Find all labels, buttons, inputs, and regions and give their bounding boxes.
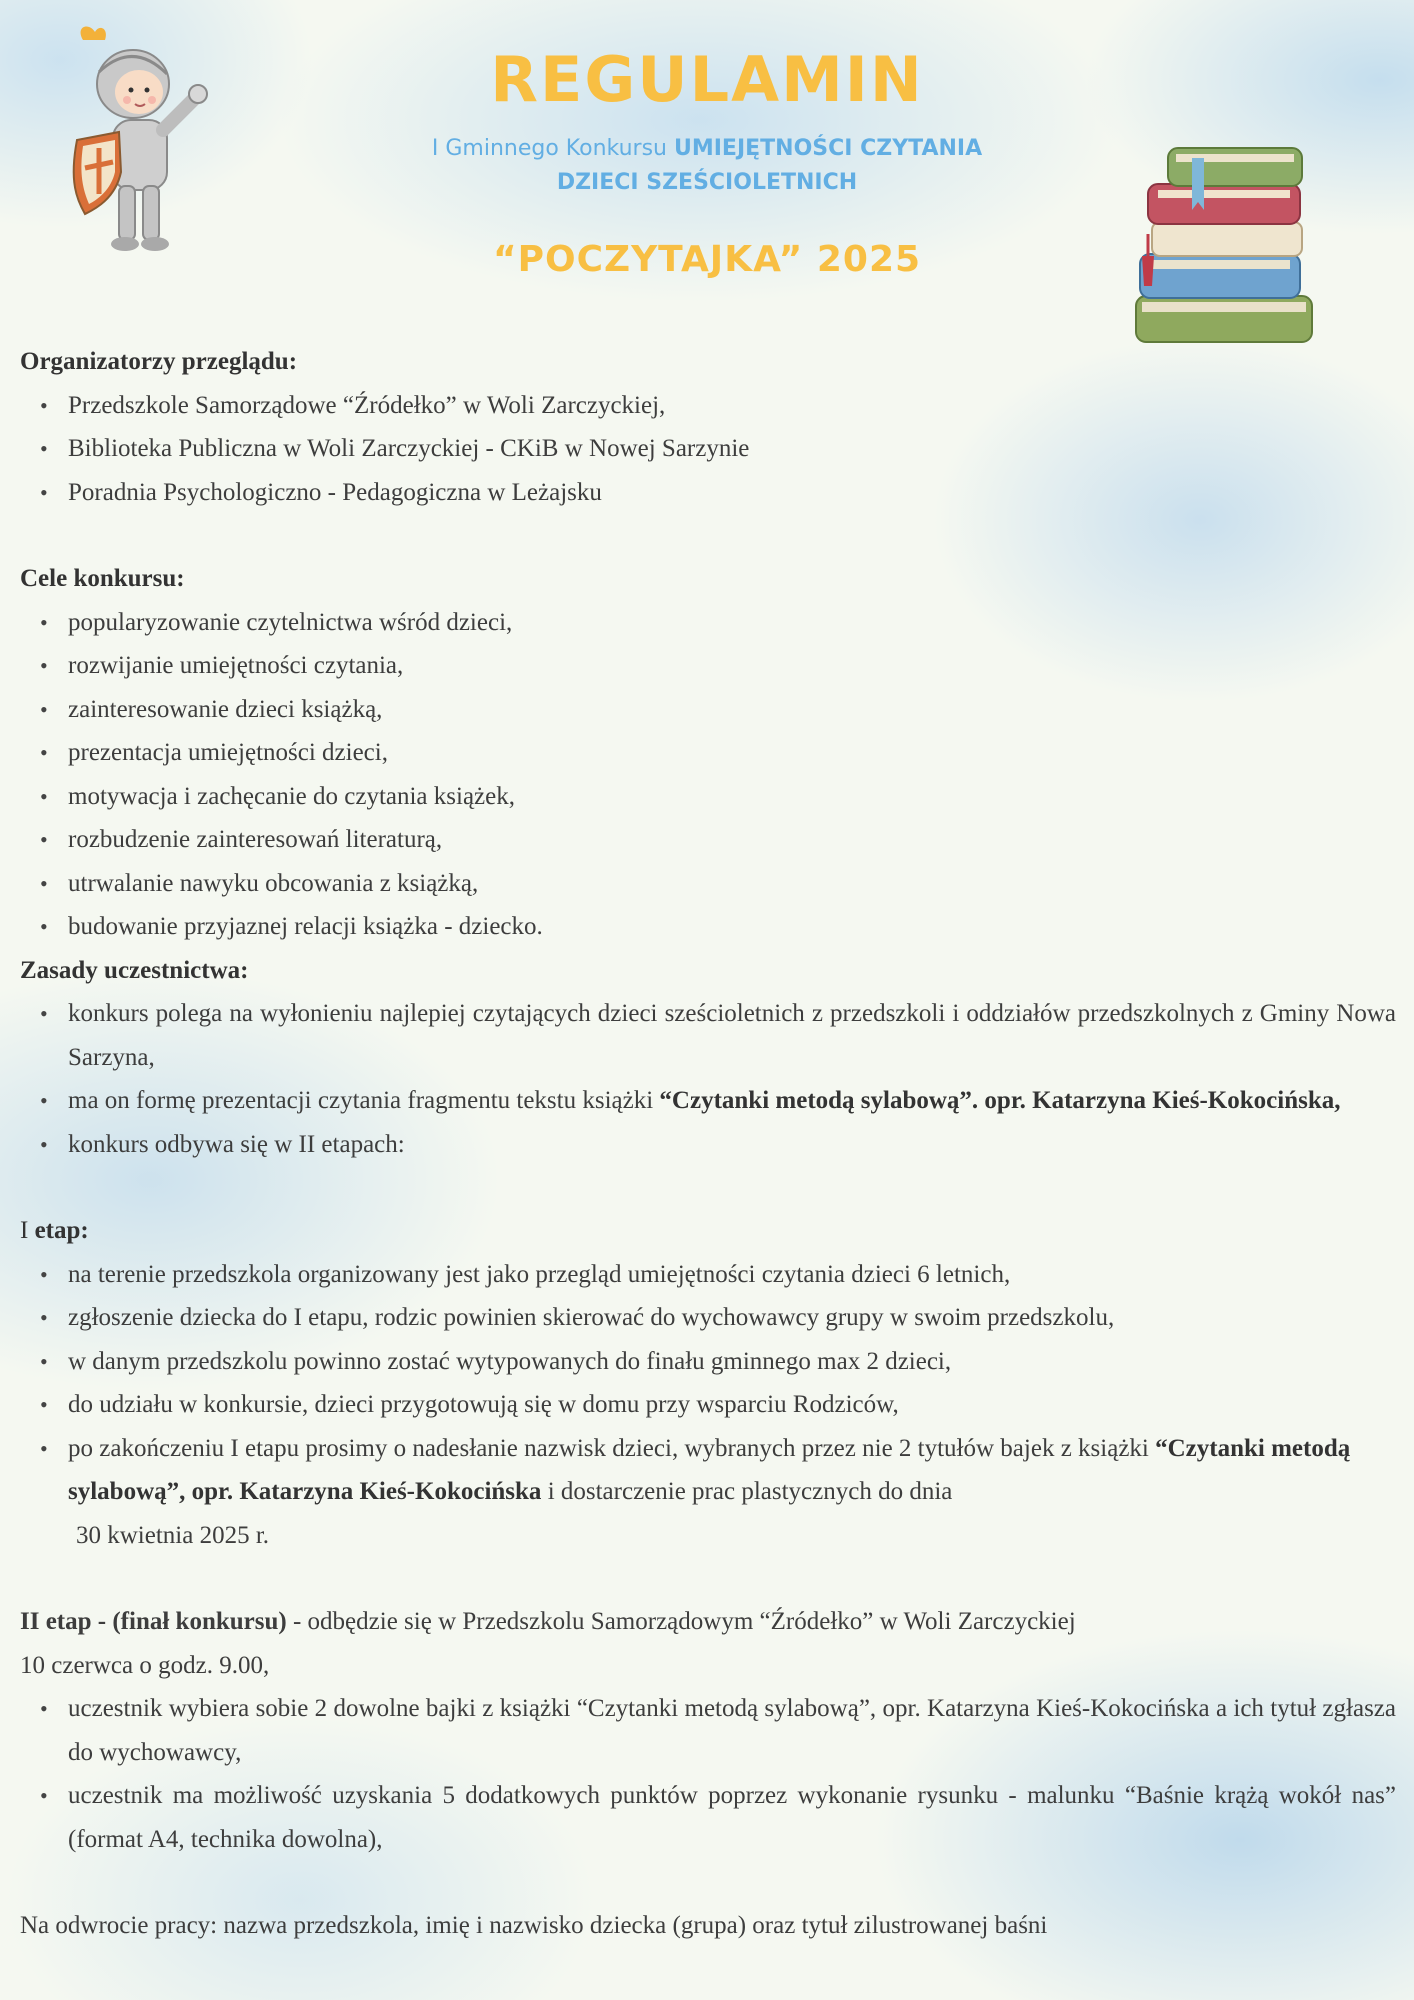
stage1-item5-bold2: opr. Katarzyna Kieś-Kokocińska [191, 1478, 542, 1505]
regulations-content [20, 340, 1396, 1948]
stage1-item5-bold1: “Czytanki metodą sylabową”, [68, 1434, 1351, 1505]
list-item [20, 1079, 1396, 1123]
rules-item2-text: ma on formę prezentacji czytania fragmentu tekstu książki [68, 1087, 660, 1114]
list-item: • rozbudzenie zainteresowań literaturą, [20, 818, 1396, 862]
footer-note: Na odwrocie pracy: nazwa przedszkola, imię i nazwisko dziecka (grupa) oraz tytuł zilustrowanej baśni [20, 1912, 1048, 1939]
list-item: • Przedszkole Samorządowe “Źródełko” w Woli Zarczyckiej, [20, 384, 1396, 428]
goals-heading: Cele konkursu: [20, 565, 185, 592]
list-item: • Poradnia Psychologiczno - Pedagogiczna w Leżajsku [20, 471, 1396, 515]
list-item: • konkurs polega na wyłonieniu najlepiej czytających dzieci sześcioletnich z przedszkoli i oddziałów przedszkolnych z Gminy Nowa Sarzyna, [20, 992, 1396, 1079]
list-item: • uczestnik wybiera sobie 2 dowolne bajki z książki “Czytanki metodą sylabową”, opr. Katarzyna Kieś-Kokocińska a ich tytuł zgłasza do wychowawcy, [20, 1687, 1396, 1774]
list-item: • budowanie przyjaznej relacji książka - dziecko. [20, 905, 1396, 949]
stage1-heading-prefix: I [20, 1217, 35, 1244]
list-item: • prezentacja umiejętności dzieci, [20, 731, 1396, 775]
list-item: • konkurs odbywa się w II etapach: [20, 1123, 1396, 1167]
stage2-heading [20, 1600, 1396, 1644]
stage1-item5-text3: i dostarczenie prac plastycznych do dnia [541, 1478, 953, 1505]
list-item: • Biblioteka Publiczna w Woli Zarczyckiej - CKiB w Nowej Sarzynie [20, 427, 1396, 471]
stage1-list [20, 1253, 1396, 1514]
list-item: • zainteresowanie dzieci książką, [20, 688, 1396, 732]
stage2-heading-bold: II etap - (finał konkursu) [20, 1608, 287, 1635]
subtitle-strong: UMIEJĘTNOŚCI CZYTANIA [673, 136, 983, 161]
books-stack-illustration [1128, 138, 1318, 353]
subtitle-prefix: I Gminnego Konkursu [431, 136, 667, 161]
stage1-heading-bold: etap: [34, 1217, 89, 1244]
stage1-heading [20, 1209, 1396, 1253]
rules-item2-bold: “Czytanki metodą sylabową”. opr. Katarzyna Kieś-Kokocińska, [659, 1087, 1341, 1114]
contest-name: “POCZYTAJKA” 2025 [492, 239, 922, 280]
goals-list [20, 601, 1396, 949]
list-item: • zgłoszenie dziecka do I etapu, rodzic powinien skierować do wychowawcy grupy w swoim przedszkolu, [20, 1296, 1396, 1340]
rules-heading: Zasady uczestnictwa: [20, 956, 249, 984]
list-item: • do udziału w konkursie, dzieci przygotowują się w domu przy wsparciu Rodziców, [20, 1383, 1396, 1427]
stage2-date: 10 czerwca o godz. 9.00, [20, 1651, 270, 1679]
list-item: • rozwijanie umiejętności czytania, [20, 644, 1396, 688]
stage2-list [20, 1687, 1396, 1861]
list-item: • popularyzowanie czytelnictwa wśród dzieci, [20, 601, 1396, 645]
organizers-heading: Organizatorzy przeglądu: [20, 348, 298, 375]
knight-illustration [55, 22, 225, 267]
list-item [20, 1427, 1396, 1514]
organizers-list [20, 384, 1396, 515]
rules-list [20, 992, 1396, 1166]
page-title: REGULAMIN [490, 43, 924, 116]
subtitle-line2: DZIECI SZEŚCIOLETNICH [556, 170, 858, 195]
stage1-deadline: 30 kwietnia 2025 r. [76, 1521, 270, 1549]
stage1-item5-text: po zakończeniu I etapu prosimy o nadesłanie nazwisk dzieci, wybranych przez nie 2 tytułów bajek z książki [68, 1434, 1156, 1462]
stage2-heading-text: - odbędzie się w Przedszkolu Samorządowym “Źródełko” w Woli Zarczyckiej [286, 1608, 1076, 1635]
list-item: • na terenie przedszkola organizowany jest jako przegląd umiejętności czytania dzieci 6 letnich, [20, 1253, 1396, 1297]
list-item: • uczestnik ma możliwość uzyskania 5 dodatkowych punktów poprzez wykonanie rysunku - malunku “Baśnie krążą wokół nas” (format A4, technika dowolna), [20, 1774, 1396, 1861]
list-item: • w danym przedszkolu powinno zostać wytypowanych do finału gminnego max 2 dzieci, [20, 1340, 1396, 1384]
list-item: • utrwalanie nawyku obcowania z książką, [20, 862, 1396, 906]
list-item: • motywacja i zachęcanie do czytania książek, [20, 775, 1396, 819]
